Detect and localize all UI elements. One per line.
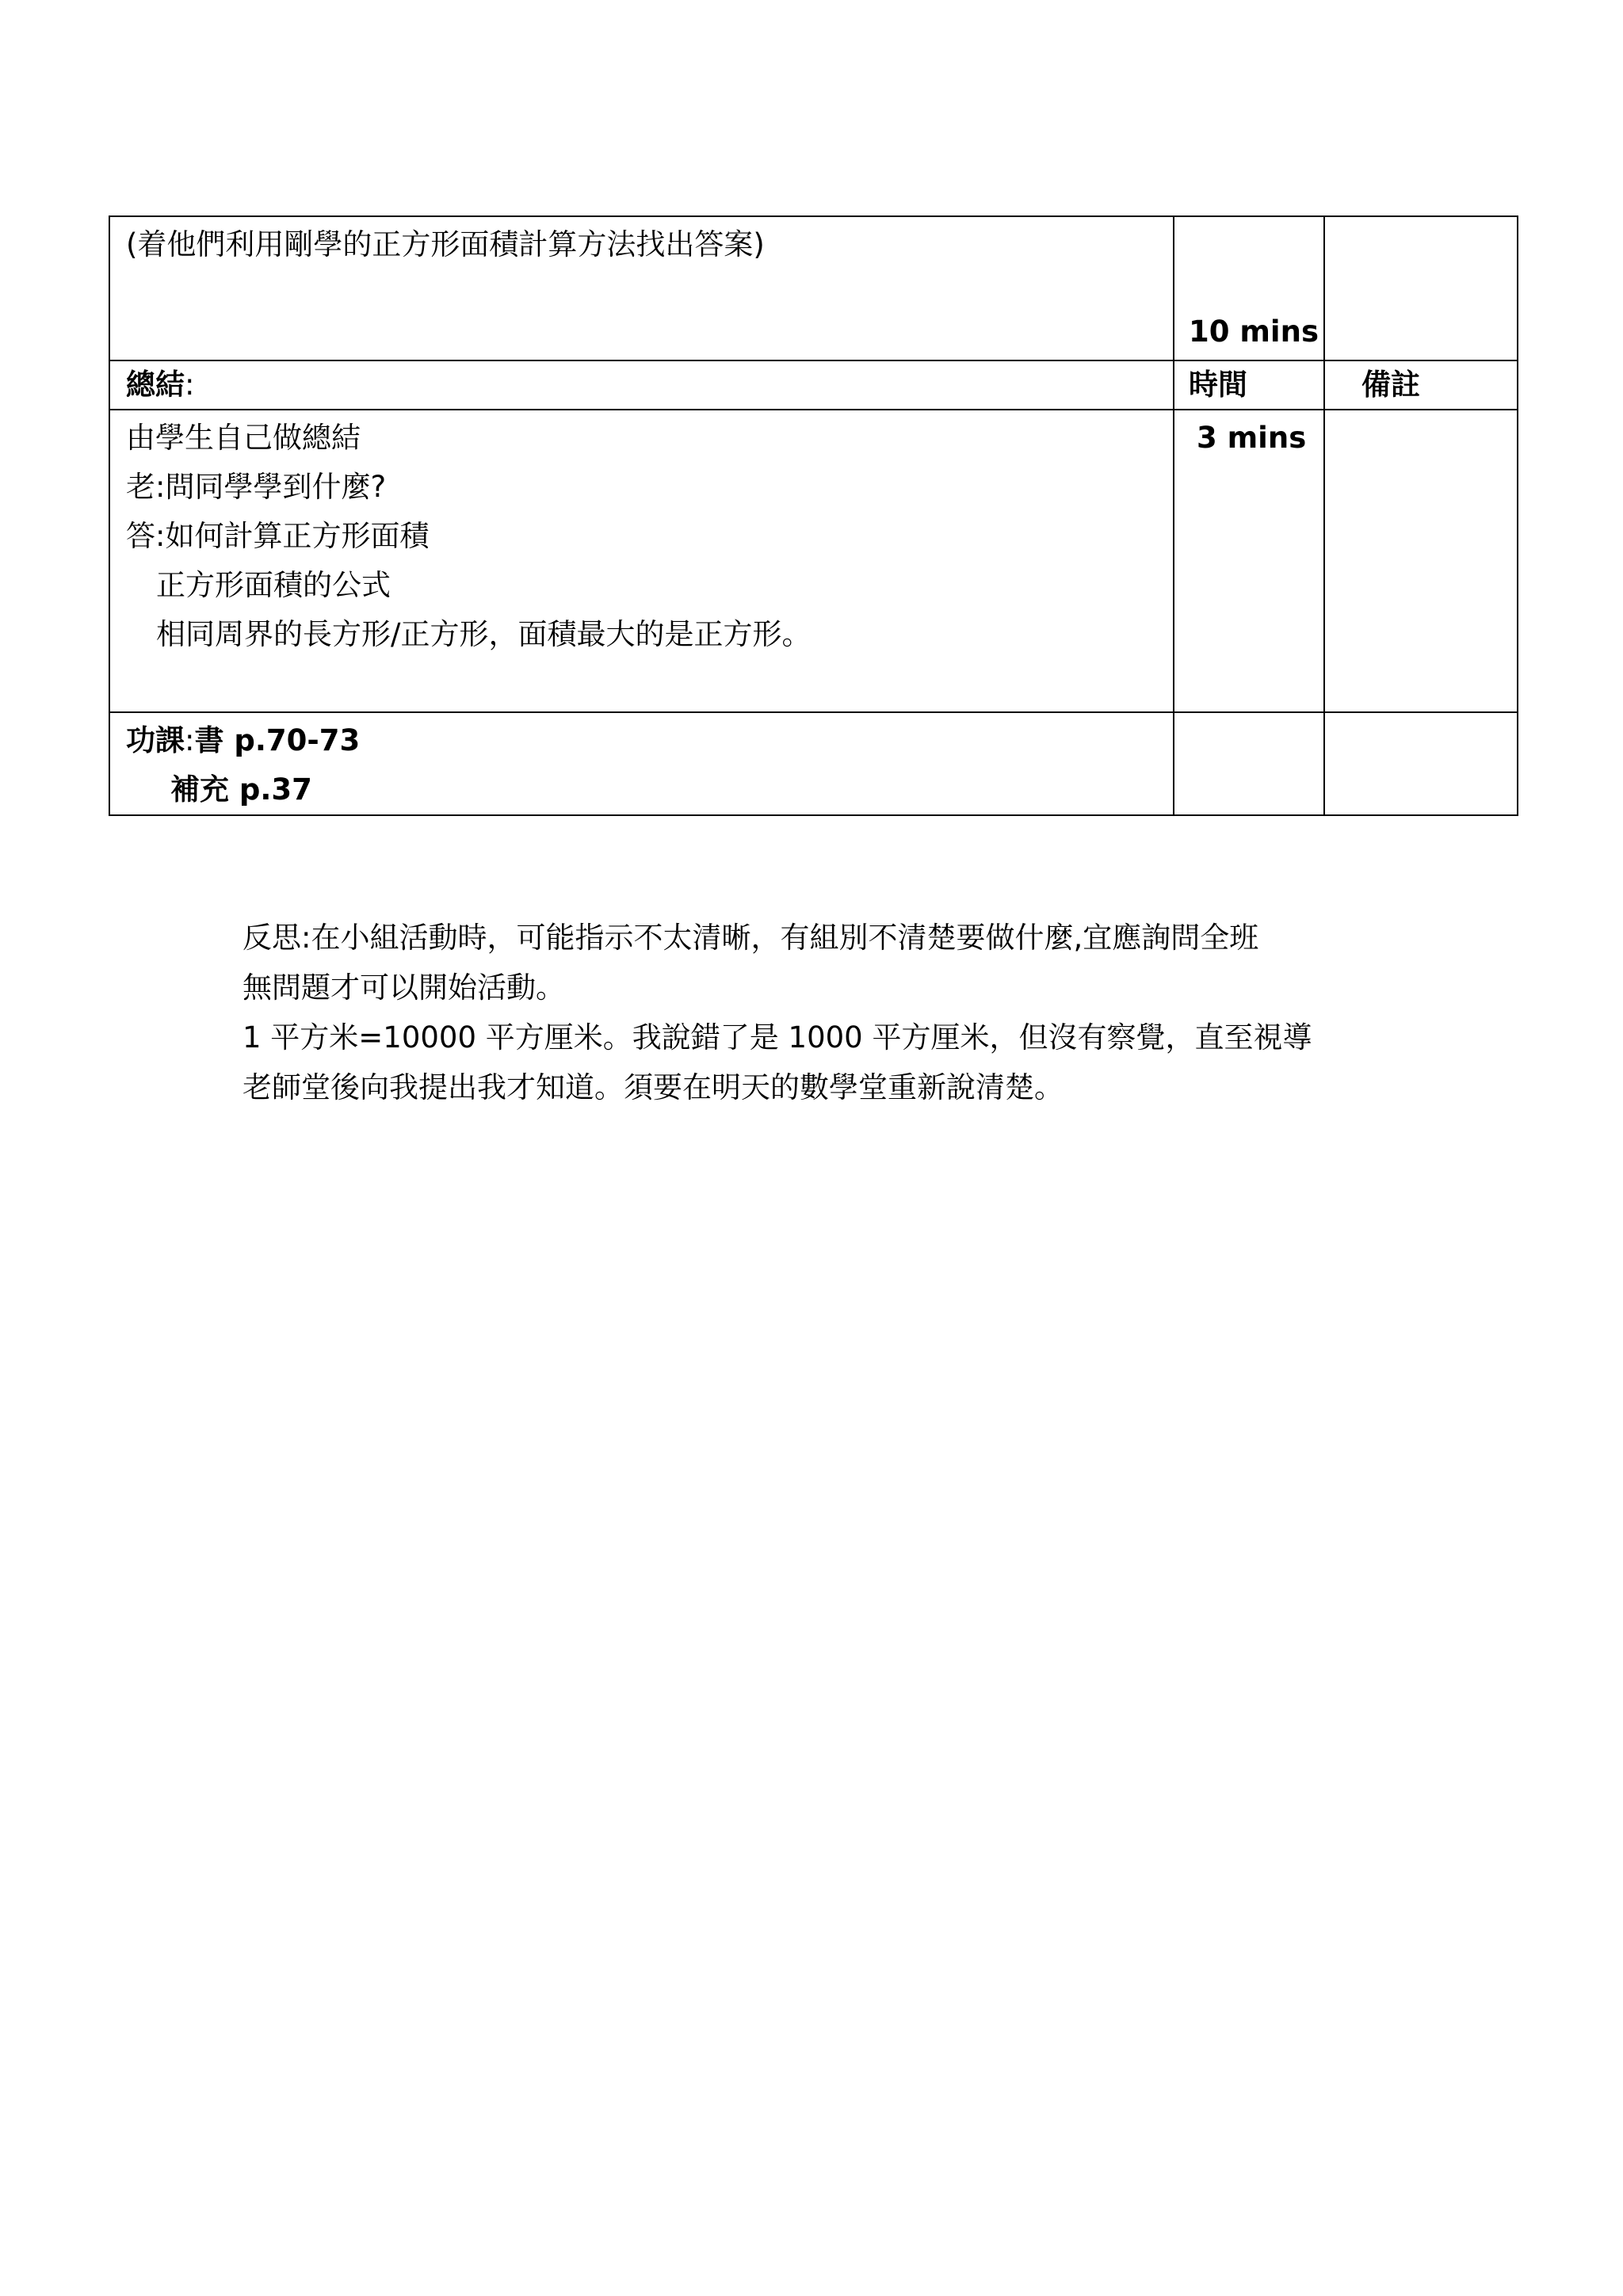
time-column-header: 時間 bbox=[1189, 368, 1247, 402]
activity-note-cell bbox=[1324, 216, 1518, 360]
summary-time-text: 3 mins bbox=[1197, 421, 1307, 455]
reflection-line: 無問題才可以開始活動。 bbox=[242, 971, 565, 1005]
homework-label: 功課 bbox=[126, 723, 185, 757]
homework-book-pages: 書 p.70-73 bbox=[194, 723, 361, 757]
summary-header-cell bbox=[109, 360, 1174, 410]
note-column-header: 備註 bbox=[1361, 368, 1420, 402]
reflection-line: 反思:在小組活動時，可能指示不太清晰，有組別不清楚要做什麼,宜應詢問全班 bbox=[242, 921, 1259, 955]
homework-supplement-pages: 補充 p.37 bbox=[170, 772, 312, 807]
reflection-paragraph bbox=[242, 913, 1384, 1112]
summary-line: 答:如何計算正方形面積 bbox=[126, 519, 430, 553]
homework-note-cell bbox=[1324, 712, 1518, 815]
time-header-cell bbox=[1174, 360, 1324, 410]
activity-instruction-text: (着他們利用剛學的正方形面積計算方法找出答案) bbox=[126, 227, 765, 261]
activity-content-cell bbox=[109, 216, 1174, 360]
homework-content-cell bbox=[109, 712, 1174, 815]
summary-header-row bbox=[109, 360, 1518, 410]
activity-row bbox=[109, 216, 1518, 360]
homework-row bbox=[109, 712, 1518, 815]
homework-colon: : bbox=[185, 723, 195, 757]
homework-time-cell bbox=[1174, 712, 1324, 815]
homework-line bbox=[126, 716, 1157, 765]
summary-line: 由學生自己做總結 bbox=[126, 421, 361, 455]
activity-time-text: 10 mins bbox=[1189, 315, 1319, 349]
activity-time-cell bbox=[1174, 216, 1324, 360]
summary-line: 正方形面積的公式 bbox=[156, 568, 391, 602]
summary-heading-colon: : bbox=[185, 368, 195, 402]
reflection-line: 1 平方米=10000 平方厘米。我說錯了是 1000 平方厘米，但沒有察覺，直至視導 bbox=[242, 1020, 1312, 1055]
reflection-line: 老師堂後向我提出我才知道。須要在明天的數學堂重新說清楚。 bbox=[242, 1070, 1064, 1104]
summary-heading: 總結 bbox=[126, 368, 185, 402]
summary-time-cell bbox=[1174, 410, 1324, 712]
lesson-plan-table bbox=[109, 215, 1518, 816]
summary-row bbox=[109, 410, 1518, 712]
summary-line: 相同周界的長方形/正方形，面積最大的是正方形。 bbox=[156, 617, 812, 651]
note-header-cell bbox=[1324, 360, 1518, 410]
summary-note-cell bbox=[1324, 410, 1518, 712]
summary-line: 老:問同學學到什麼? bbox=[126, 470, 387, 504]
summary-content-cell bbox=[109, 410, 1174, 712]
